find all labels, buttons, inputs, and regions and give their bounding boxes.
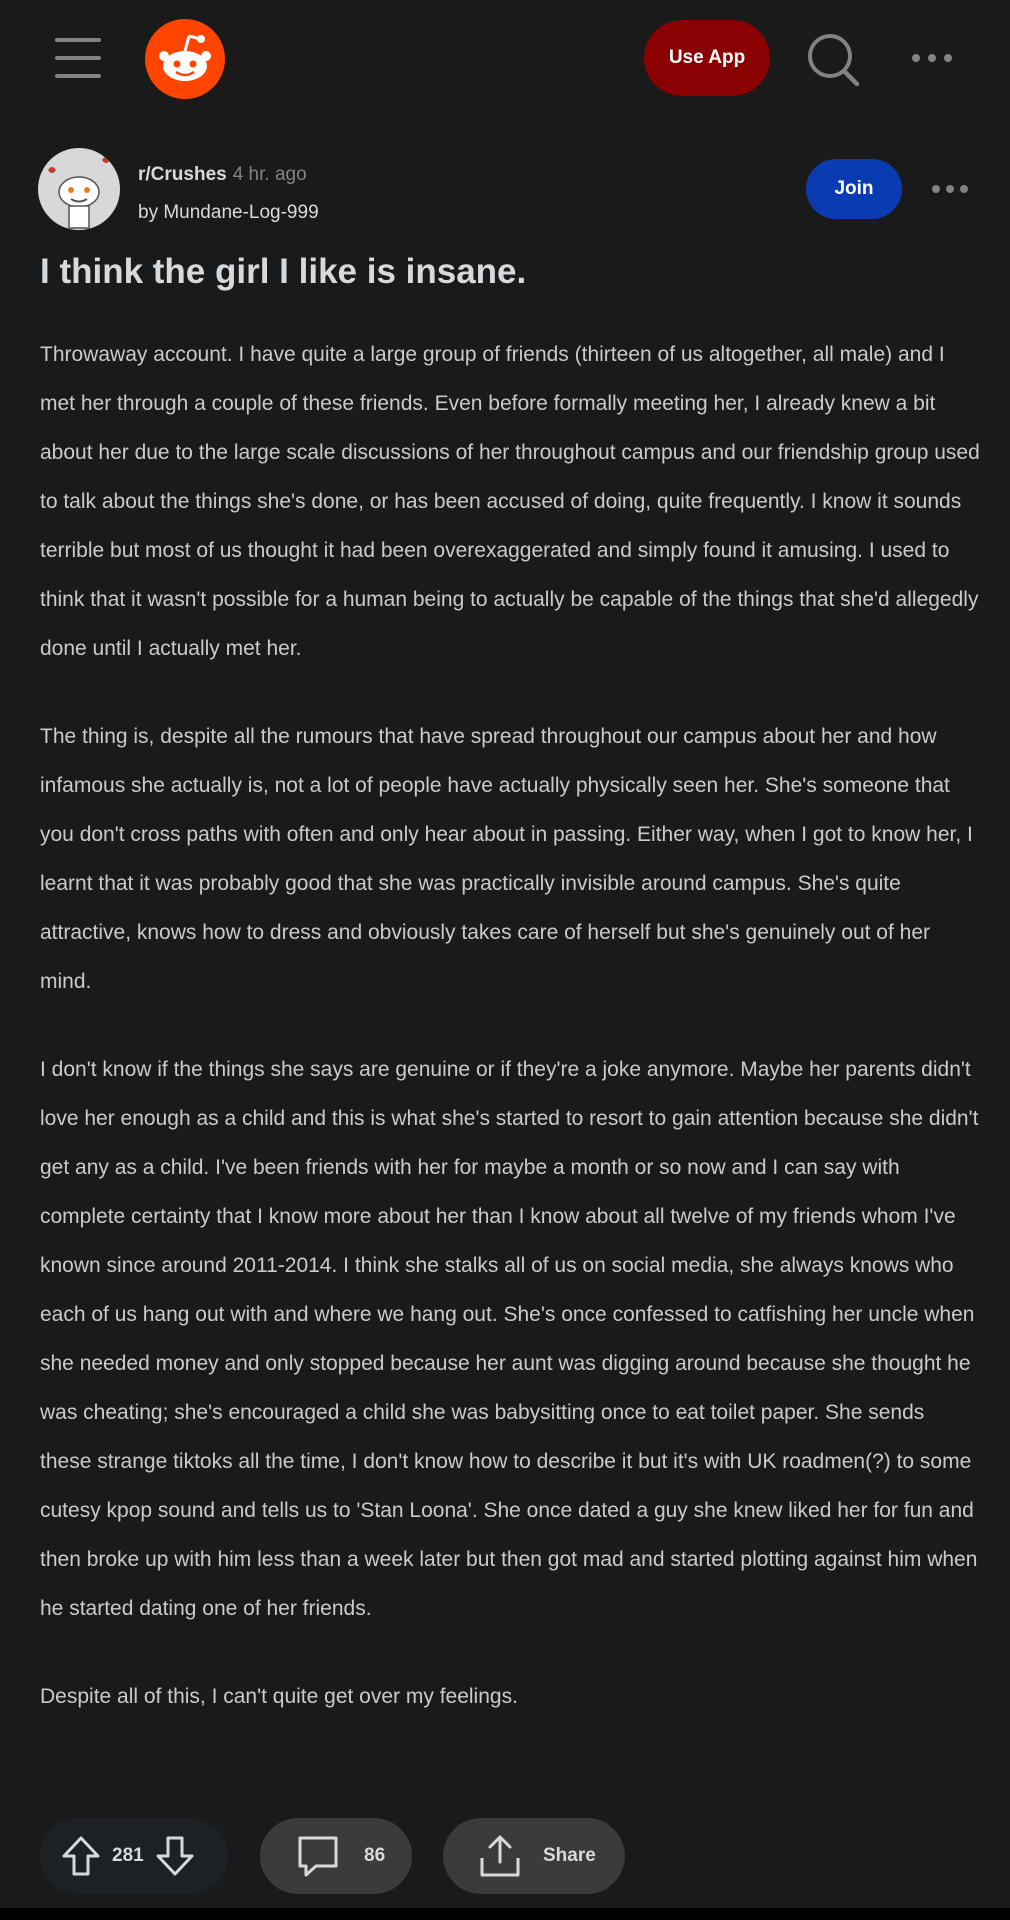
post-body <box>40 330 980 1760</box>
vote-bar <box>40 1818 228 1894</box>
top-bar <box>0 0 1010 118</box>
search-icon[interactable] <box>804 30 864 90</box>
vote-count: 281 <box>112 1845 144 1866</box>
post-time: 4 hr. ago <box>232 164 307 185</box>
post-more-icon[interactable] <box>930 172 970 206</box>
menu-icon[interactable] <box>50 34 106 82</box>
bottom-edge <box>0 1908 1010 1920</box>
comment-icon <box>294 1832 342 1880</box>
post-author[interactable]: by Mundane-Log-999 <box>138 202 319 223</box>
subreddit-avatar[interactable] <box>38 148 120 230</box>
upvote-icon[interactable] <box>60 1834 102 1878</box>
post-title: I think the girl I like is insane. <box>40 252 527 291</box>
subreddit-name[interactable]: r/Crushes <box>138 164 227 185</box>
post-paragraph: The thing is, despite all the rumours that have spread throughout our campus about her and how infamous she actually is, not a lot of people have actually physically seen her. She's someone that you don't cross paths with often and only hear about in passing. Either way, when I got to know her, I learnt that it was probably good that she was practically invisible around campus. She's quite attractive, knows how to dress and obviously takes care of herself but she's genuinely out of her mind. <box>40 725 973 993</box>
more-options-icon[interactable] <box>908 40 956 76</box>
reddit-logo-icon[interactable] <box>145 19 225 99</box>
join-button[interactable]: Join <box>806 159 902 219</box>
post-meta <box>138 156 319 232</box>
post-paragraph: Despite all of this, I can't quite get over my feelings. <box>40 1685 518 1708</box>
downvote-icon[interactable] <box>154 1834 196 1878</box>
post-paragraph: I don't know if the things she says are genuine or if they're a joke anymore. Maybe her parents didn't love her enough as a child and this is what she's started to resort to gain attention because she didn't get any as a child. I've been friends with her for maybe a month or so now and I can say with complete certainty that I know more about her than I know about all twelve of my friends whom I've known since around 2011-2014. I think she stalks all of us on social media, she always knows who each of us hang out with and where we hang out. She's once confessed to catfishing her uncle when she needed money and only stopped because her aunt was digging around because she thought he was cheating; she's encouraged a child she was babysitting once to eat toilet paper. She sends these strange tiktoks all the time, I don't know how to describe it but it's with UK roadmen(?) to some cutesy kpop sound and tells us to 'Stan Loona'. She once dated a guy she knew liked her for fun and then broke up with him less than a week later but then got mad and started plotting against him when he started dating one of her friends. <box>40 1058 979 1620</box>
use-app-button[interactable]: Use App <box>644 20 770 96</box>
share-button[interactable] <box>443 1818 625 1894</box>
share-icon <box>477 1832 523 1880</box>
post-paragraph: Throwaway account. I have quite a large group of friends (thirteen of us altogether, all male) and I met her through a couple of these friends. Even before formally meeting her, I already knew a bit about her due to the large scale discussions of her throughout campus and our friendship group used to talk about the things she's done, or has been accused of doing, quite frequently. I know it sounds terrible but most of us thought it had been overexaggerated and simply found it amusing. I used to think that it wasn't possible for a human being to actually be capable of the things that she'd allegedly done until I actually met her. <box>40 343 980 660</box>
comments-button[interactable] <box>260 1818 412 1894</box>
share-label: Share <box>543 1845 596 1866</box>
comment-count: 86 <box>364 1845 386 1866</box>
